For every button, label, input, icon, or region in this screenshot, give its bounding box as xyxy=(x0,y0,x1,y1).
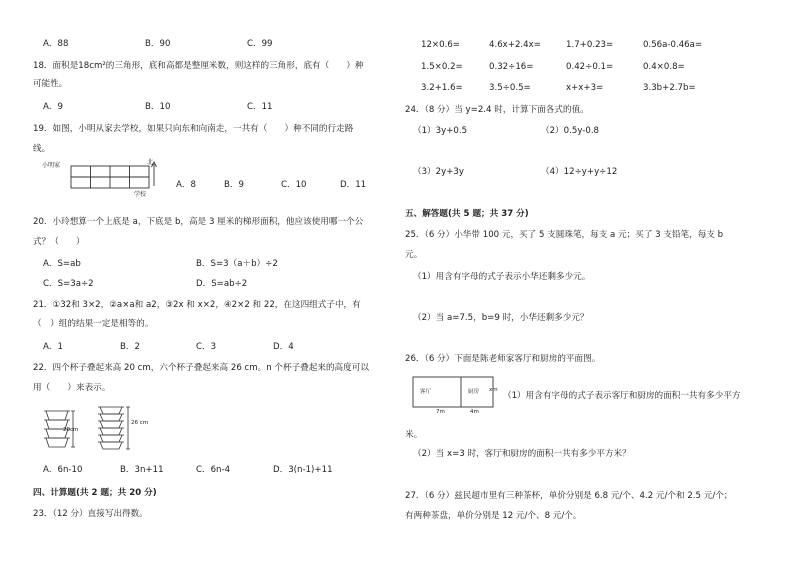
q19-option-d: D．11 xyxy=(340,180,367,190)
q25-sub-1: （1）用含有字母的式子表示小华还剩多少元。 xyxy=(413,272,591,282)
q21-text: 21．①32和 3×2，②a×a和 a2，③2x 和 x×2，④2×2 和 22，在这四组式子中，有 xyxy=(33,300,361,310)
q18-option-c: C．11 xyxy=(247,102,273,112)
q20-option-c: C．S=3a÷2 xyxy=(43,279,94,289)
q26-sub-1-cont: 米。 xyxy=(405,430,423,440)
q19-option-b: B．9 xyxy=(224,180,244,190)
calc-r2-c2: 0.32÷16= xyxy=(489,62,534,72)
calc-r1-c3: 1.7+0.23= xyxy=(566,40,614,50)
q22-text-cont: 用（ ）来表示。 xyxy=(33,383,111,393)
q17-option-a: A．88 xyxy=(43,39,69,49)
q25-text: 25．（6 分）小华带 100 元，买了 5 支圆珠笔，每支 a 元；买了 3 支铅笔，每支 b xyxy=(405,230,724,240)
calc-r1-c4: 0.56a-0.46a= xyxy=(643,40,703,50)
q22-height-label-6: 26 cm xyxy=(131,420,149,426)
calc-r2-c1: 1.5×0.2= xyxy=(421,62,463,72)
section-4-heading: 四、计算题(共 2 题；共 20 分) xyxy=(33,488,157,498)
q19-option-c: C．10 xyxy=(281,180,307,190)
q24-item-1: （1）3y+0.5 xyxy=(413,126,468,136)
q26-sub-2: （2）当 x=3 时，客厅和厨房的面积一共有多少平方米？ xyxy=(413,449,631,459)
q19-north-label: 北 xyxy=(147,159,154,166)
q18-text-cont: 可能性。 xyxy=(33,79,68,89)
calc-r3-c1: 3.2+1.6= xyxy=(421,83,463,93)
q22-text: 22．四个杯子叠起来高 20 cm，六个杯子叠起来高 26 cm。n 个杯子叠起来的高度可以 xyxy=(33,363,369,373)
q26-room-kitchen: 厨房 xyxy=(468,389,480,395)
q18-text: 18．面积是18cm²的三角形，底和高都是整厘米数，则这样的三角形，底有（ ）种 xyxy=(33,61,364,71)
q26-floor-plan xyxy=(411,375,503,421)
q24-item-2: （2）0.5y-0.8 xyxy=(541,126,600,136)
q19-school-label: 学校 xyxy=(134,191,147,198)
q22-option-d: D．3(n-1)+11 xyxy=(273,465,333,475)
q21-text-cont: （ ）组的结果一定是相等的。 xyxy=(33,319,154,329)
calc-r3-c2: 3.5÷0.5= xyxy=(489,83,531,93)
q27-text-cont: 有两种茶盘，单价分别是 12 元/个、8 元/个。 xyxy=(405,511,582,521)
q21-option-c: C．3 xyxy=(196,342,217,352)
calc-r2-c4: 0.4×0.8= xyxy=(643,62,685,72)
q27-text: 27．（6 分）兹民超市里有三种茶杯，单价分别是 6.8 元/个、4.2 元/个和 2.5 元/个； xyxy=(405,491,733,501)
q21-option-b: B．2 xyxy=(120,342,140,352)
q24-item-3: （3）2y+3y xyxy=(413,167,464,177)
q20-option-b: B．S=3（a＋b）÷2 xyxy=(196,259,278,269)
q20-text-cont: 式？（ ） xyxy=(33,237,85,247)
q22-option-a: A．6n-10 xyxy=(43,465,83,475)
q26-dim-kitchen: 4m xyxy=(470,409,479,415)
q25-sub-2: （2）当 a=7.5，b=9 时，小华还剩多少元？ xyxy=(413,313,589,323)
q21-option-d: D．4 xyxy=(273,342,294,352)
q19-text: 19．如图，小明从家去学校，如果只向东和向南走，一共有（ ）种不同的行走路 xyxy=(33,124,354,134)
q24-item-4: （4）12÷y+y÷12 xyxy=(541,167,618,177)
q20-text: 20．小玲想算一个上底是 a，下底是 b，高是 3 厘米的梯形面积，他应该使用哪一个公 xyxy=(33,217,364,227)
q26-dim-height: xm xyxy=(489,387,498,393)
q20-option-a: A．S=ab xyxy=(43,259,81,269)
calc-r3-c3: x+x+3= xyxy=(566,83,604,93)
q26-sub-1: （1）用含有字母的式子表示客厅和厨房的面积一共有多少平方 xyxy=(503,391,741,401)
q26-room-living: 客厅 xyxy=(420,389,432,395)
q23-text: 23．（12 分）直接写出得数。 xyxy=(33,509,148,519)
calc-r3-c4: 3.3b+2.7b= xyxy=(643,83,696,93)
q19-home-label: 小明家 xyxy=(42,162,61,169)
q22-option-c: C．6n-4 xyxy=(196,465,231,475)
q22-option-b: B．3n+11 xyxy=(120,465,164,475)
q22-height-label-4: 20cm xyxy=(63,427,79,433)
q17-option-b: B．90 xyxy=(145,39,171,49)
q19-option-a: A．8 xyxy=(176,180,196,190)
q26-dim-living: 7m xyxy=(436,409,445,415)
calc-r2-c3: 0.42÷0.1= xyxy=(566,62,614,72)
q25-text-cont: 元。 xyxy=(405,250,423,260)
q26-text: 26．（6 分）下面是陈老师家客厅和厨房的平面图。 xyxy=(405,354,601,364)
section-5-heading: 五、解答题(共 5 题；共 37 分) xyxy=(405,209,529,219)
q19-text-cont: 线。 xyxy=(33,144,51,154)
q18-option-a: A．9 xyxy=(43,102,63,112)
q22-cups-figure xyxy=(40,405,168,453)
calc-r1-c2: 4.6x+2.4x= xyxy=(489,40,541,50)
q24-text: 24．（8 分）当 y=2.4 时，计算下面各式的值。 xyxy=(405,105,589,115)
q17-option-c: C．99 xyxy=(247,39,273,49)
q20-option-d: D．S=ab÷2 xyxy=(196,279,248,289)
q21-option-a: A．1 xyxy=(43,342,63,352)
calc-r1-c1: 12×0.6= xyxy=(421,40,461,50)
q18-option-b: B．10 xyxy=(145,102,171,112)
